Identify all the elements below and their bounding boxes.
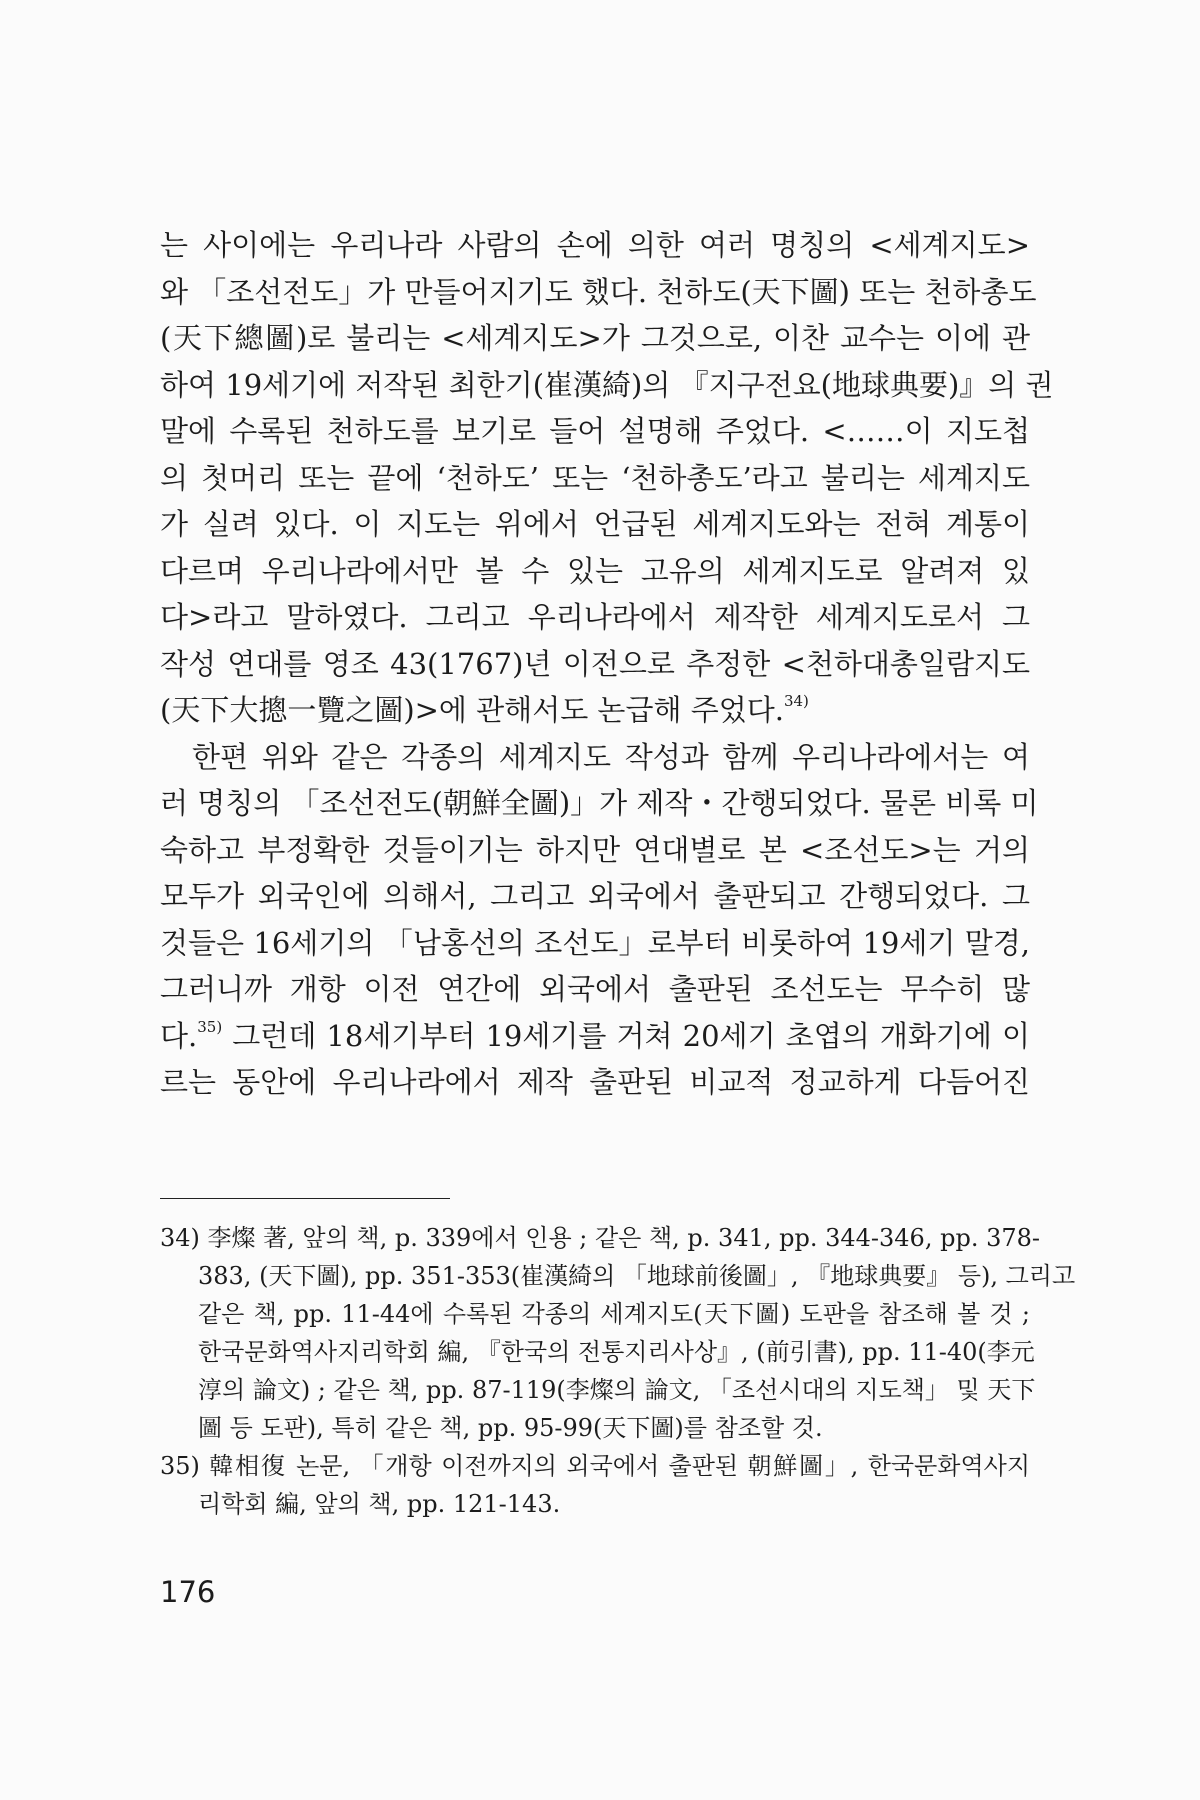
paragraph-2	[160, 734, 1039, 1106]
text-line: 와 「조선전도」가 만들어지기도 했다. 천하도(天下圖) 또는 천하총도	[160, 274, 1037, 309]
footnote-35	[160, 1447, 1030, 1523]
paragraph-1	[160, 222, 1054, 734]
text-line: 그러니까 개항 이전 연간에 외국에서 출판된 조선도는 무수히 많	[160, 972, 1030, 1006]
text-line: 가 실려 있다. 이 지도는 위에서 언급된 세계지도와는 전혀 계통이	[160, 507, 1030, 541]
text-line: 말에 수록된 천하도를 보기로 들어 설명해 주었다. <……이 지도첩	[160, 414, 1030, 448]
text-line: 의 첫머리 또는 끝에 ‘천하도’ 또는 ‘천하총도’라고 불리는 세계지도	[160, 460, 1030, 495]
text-line-content: (天下大摠一覽之圖)>에 관해서도 논급해 주었다.	[160, 693, 784, 727]
text-line: 작성 연대를 영조 43(1767)년 이전으로 추정한 <천하대총일람지도	[160, 646, 1030, 681]
text-line: 모두가 외국인에 의해서, 그리고 외국에서 출판되고 간행되었다. 그	[160, 879, 1030, 913]
text-line: 러 명칭의 「조선전도(朝鮮全圖)」가 제작・간행되었다. 물론 비록 미	[160, 786, 1039, 820]
text-line-content: 그런데 18세기부터 19세기를 거쳐 20세기 초엽의 개화기에 이	[222, 1018, 1030, 1053]
footnote-line: 리학회 編, 앞의 책, pp. 121-143.	[198, 1490, 561, 1518]
footnote-line: 35) 韓相復 논문, 「개항 이전까지의 외국에서 출판된 朝鮮圖」, 한국문화역사지	[160, 1452, 1030, 1480]
body-text	[160, 222, 1054, 1106]
text-line: 것들은 16세기의 「남홍선의 조선도」로부터 비롯하여 19세기 말경,	[160, 925, 1030, 960]
text-line: 숙하고 부정확한 것들이기는 하지만 연대별로 본 <조선도>는 거의	[160, 832, 1030, 867]
footnotes	[160, 1219, 1076, 1523]
footnote-line: 34) 李燦 著, 앞의 책, p. 339에서 인용 ; 같은 책, p. 341, pp. 344-346, pp. 378-	[160, 1224, 1040, 1252]
text-line-content: 다.	[160, 1018, 198, 1053]
text-line: 다르며 우리나라에서만 볼 수 있는 고유의 세계지도로 알려져 있	[160, 553, 1030, 588]
text-line: 한편 위와 같은 각종의 세계지도 작성과 함께 우리나라에서는 여	[192, 739, 1030, 774]
footnote-line: 한국문화역사지리학회 編, 『한국의 전통지리사상』, (前引書), pp. 11-40(李元	[198, 1338, 1035, 1366]
text-line	[160, 1013, 1030, 1060]
page-number: 176	[160, 1575, 216, 1609]
footnote-34	[160, 1219, 1076, 1447]
footnote-line: 圖 등 도판), 특히 같은 책, pp. 95-99(天下圖)를 참조할 것.	[198, 1414, 823, 1442]
footnote-line: 淳의 論文) ; 같은 책, pp. 87-119(李燦의 論文, 「조선시대의 지도책」 및 天下	[198, 1376, 1036, 1404]
text-line: 는 사이에는 우리나라 사람의 손에 의한 여러 명칭의 <세계지도>	[160, 228, 1030, 262]
footnote-ref-34[interactable]: 34)	[783, 692, 809, 710]
footnote-divider	[160, 1198, 450, 1199]
footnote-ref-35[interactable]: 35)	[197, 1017, 223, 1036]
text-line	[160, 687, 1030, 734]
text-line: 다>라고 말하였다. 그리고 우리나라에서 제작한 세계지도로서 그	[160, 600, 1030, 634]
footnote-line: 같은 책, pp. 11-44에 수록된 각종의 세계지도(天下圖) 도판을 참조해 볼 것 ;	[198, 1300, 1030, 1328]
footnote-line: 383, (天下圖), pp. 351-353(崔漢綺의 「地球前後圖」, 『地球典要』 등), 그리고	[198, 1262, 1076, 1290]
text-line: (天下總圖)로 불리는 <세계지도>가 그것으로, 이찬 교수는 이에 관	[160, 321, 1030, 355]
text-line: 하여 19세기에 저작된 최한기(崔漢綺)의 『지구전요(地球典要)』의 권	[160, 367, 1054, 402]
text-line: 르는 동안에 우리나라에서 제작 출판된 비교적 정교하게 다듬어진	[160, 1065, 1030, 1099]
